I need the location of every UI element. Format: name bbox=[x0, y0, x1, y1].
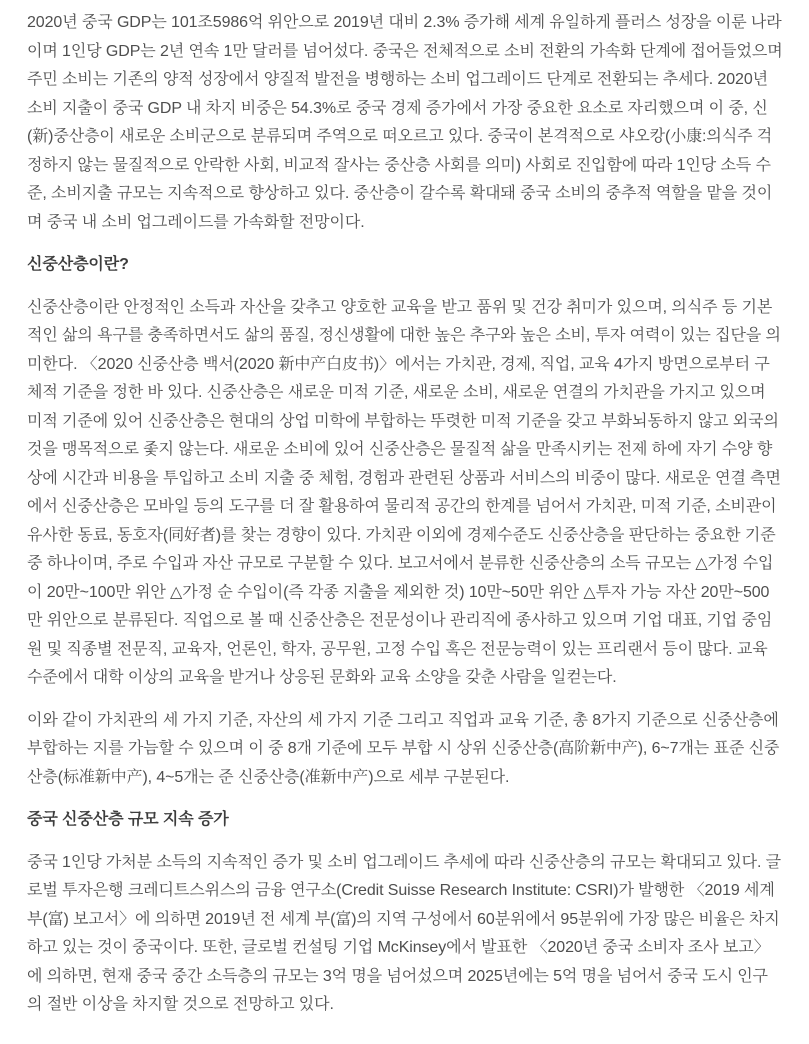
definition-paragraph: 신중산층이란 안정적인 소득과 자산을 갖추고 양호한 교육을 받고 품위 및 건강 취미가 있으며, 의식주 등 기본적인 삶의 욕구를 충족하면서도 삶의 품질, 정신생활에 대한 높은 추구와 높은 소비, 투자 여력이 있는 집단을 의미한다. 〈2020 신중산층 백서(2020 新中产白皮书)〉에서는 가치관, 경제, 직업, 교육 4가지 방면으로부터 구체적 기준을 정한 바 있다. 신중산층은 새로운 미적 기준, 새로운 소비, 새로운 연결의 가치관을 가지고 있으며 미적 기준에 있어 신중산층은 현대의 상업 미학에 부합하는 뚜렷한 미적 기준을 갖고 부화뇌동하지 않고 외국의 것을 맹목적으로 좇지 않는다. 새로운 소비에 있어 신중산층은 물질적 삶을 만족시키는 전제 하에 자기 수양 향상에 시간과 비용을 투입하고 소비 지출 중 체험, 경험과 관련된 상품과 서비스의 비중이 많다. 새로운 연결 측면에서 신중산층은 모바일 등의 도구를 더 잘 활용하여 물리적 공간의 한계를 넘어서 가치관, 미적 기준, 소비관이 유사한 동료, 동호자(同好者)를 찾는 경향이 있다. 가치관 이외에 경제수준도 신중산층을 판단하는 중요한 기준 중 하나이며, 주로 수입과 자산 규모로 구분할 수 있다. 보고서에서 분류한 신중산층의 소득 규모는 △가정 수입이 20만~100만 위안 △가정 순 수입이(즉 각종 지출을 제외한 것) 10만~50만 위안 △투자 가능 자산 20만~500만 위안으로 분류된다. 직업으로 볼 때 신중산층은 전문성이나 관리직에 종사하고 있으며 기업 대표, 기업 중임원 및 직종별 전문직, 교육자, 언론인, 학자, 공무원, 고정 수입 혹은 전문능력이 있는 프리랜서 등이 많다. 교육 수준에서 대학 이상의 교육을 받거나 상응된 문화와 교육 소양을 갖춘 사람을 일컫는다. bbox=[27, 298, 781, 686]
section-heading-definition: 신중산층이란? bbox=[27, 256, 129, 273]
growth-paragraph: 중국 1인당 가처분 소득의 지속적인 증가 및 소비 업그레이드 추세에 따라 신중산층의 규모는 확대되고 있다. 글로벌 투자은행 크레디트스위스의 금융 연구소(Credit Suisse Research Institute: CSRI)가 발행한 〈2019 세계 부(富) 보고서〉에 의하면 2019년 전 세계 부(富)의 지역 구성에서 60분위에서 95분위에 가장 많은 비율은 차지하고 있는 것이 중국이다. 또한, 글로벌 컨설팅 기업 McKinsey에서 발표한 〈2020년 중국 소비자 조사 보고〉에 의하면, 현재 중국 중간 소득층의 규모는 3억 명을 넘어섰으며 2025년에는 5억 명을 넘어서 중국 도시 인구의 절반 이상을 차지할 것으로 전망하고 있다. bbox=[27, 853, 781, 1013]
intro-paragraph: 2020년 중국 GDP는 101조5986억 위안으로 2019년 대비 2.3% 증가해 세계 유일하게 플러스 성장을 이룬 나라이며 1인당 GDP는 2년 연속 1만 달러를 넘어섰다. 중국은 전체적으로 소비 전환의 가속화 단계에 접어들었으며 주민 소비는 기존의 양적 성장에서 양질적 발전을 병행하는 소비 업그레이드 단계로 전환되는 추세다. 2020년 소비 지출이 중국 GDP 내 차지 비중은 54.3%로 중국 경제 증가에서 가장 중요한 요소로 자리했으며 이 중, 신(新)중산층이 새로운 소비군으로 분류되며 주역으로 떠오르고 있다. 중국이 본격적으로 샤오캉(小康:의식주 걱정하지 않는 물질적으로 안락한 사회, 비교적 잘사는 중산층 사회를 의미) 사회로 진입함에 따라 1인당 소득 수준, 소비지출 규모는 지속적으로 향상하고 있다. 중산층이 갈수록 확대돼 중국 소비의 중추적 역할을 맡을 것이며 중국 내 소비 업그레이드를 가속화할 전망이다. bbox=[27, 14, 783, 231]
section-heading-growth: 중국 신중산층 규모 지속 증가 bbox=[27, 811, 229, 828]
article-body bbox=[27, 9, 783, 1020]
criteria-summary-paragraph: 이와 같이 가치관의 세 가지 기준, 자산의 세 가지 기준 그리고 직업과 교육 기준, 총 8가지 기준으로 신중산층에 부합하는 지를 가늠할 수 있으며 이 중 8개 기준에 모두 부합 시 상위 신중산층(高阶新中产), 6~7개는 표준 신중산층(标准新中产), 4~5개는 준 신중산층(准新中产)으로 세부 구분된다. bbox=[27, 711, 780, 786]
